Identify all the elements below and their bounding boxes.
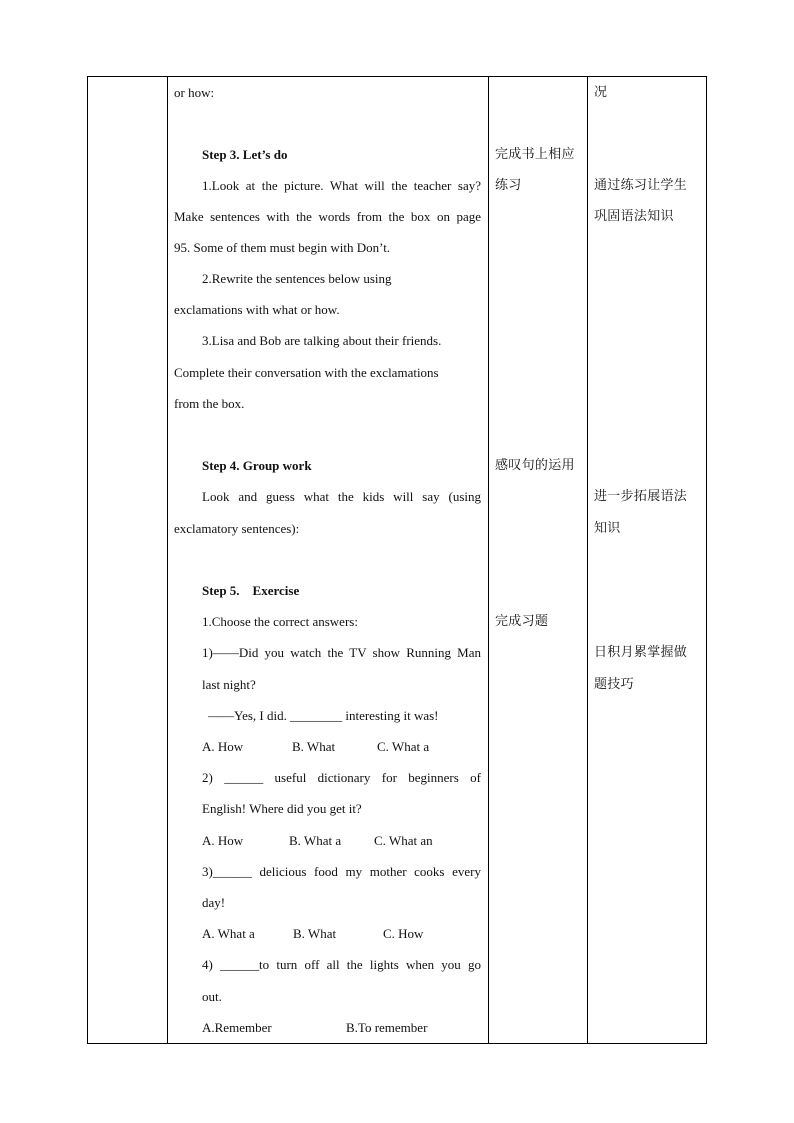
q1-option-b: B. What — [292, 739, 336, 754]
design-intent-step4-line1: 进一步拓展语法 — [594, 489, 688, 504]
q1-line3: ——Yes, I did. ________ interesting it was! — [208, 708, 439, 723]
table-border-right — [706, 76, 707, 1043]
student-activity-step3-line2: 练习 — [495, 178, 522, 193]
q3-option-b: B. What — [293, 926, 337, 941]
step4-title: Step 4. Group work — [202, 458, 312, 473]
q4-line2: out. — [202, 989, 222, 1004]
table-border-col4 — [587, 76, 588, 1043]
q1-option-c: C. What a — [377, 739, 430, 754]
table-border-col2 — [167, 76, 168, 1043]
design-intent-step5-line1: 日积月累掌握做 — [594, 645, 688, 660]
student-activity-step5: 完成习题 — [495, 614, 549, 629]
table-border-left — [87, 76, 88, 1043]
step3-item3-line2: Complete their conversation with the exclamations — [174, 365, 439, 380]
q2-option-b: B. What a — [289, 833, 342, 848]
step5-title: Step 5. Exercise — [202, 583, 300, 598]
design-intent-step3-line1: 通过练习让学生 — [594, 178, 688, 193]
table-border-col3 — [488, 76, 489, 1043]
step3-item1-line1: 1.Look at the picture. What will the teacher say? — [202, 178, 481, 193]
q2-option-c: C. What an — [374, 833, 433, 848]
table-bottom-border — [87, 1043, 707, 1044]
step3-item2-line2: exclamations with what or how. — [174, 302, 340, 317]
exercise-instruction: 1.Choose the correct answers: — [202, 614, 358, 629]
q4-option-a: A.Remember — [202, 1020, 272, 1035]
table-top-border — [87, 76, 707, 77]
step4-line2: exclamatory sentences): — [174, 521, 300, 536]
design-intent-step3-line2: 巩固语法知识 — [594, 209, 674, 224]
step3-title: Step 3. Let’s do — [202, 147, 288, 162]
q1-option-a: A. How — [202, 739, 244, 754]
student-activity-step3-line1: 完成书上相应 — [495, 147, 575, 162]
q2-line2: English! Where did you get it? — [202, 801, 362, 816]
q3-line2: day! — [202, 895, 226, 910]
q3-line1: 3)______ delicious food my mother cooks every — [202, 864, 481, 879]
step3-item3-line1: 3.Lisa and Bob are talking about their friends. — [202, 333, 442, 348]
step3-item2-line1: 2.Rewrite the sentences below using — [202, 271, 392, 286]
step3-item1-line2: Make sentences with the words from the box on page — [174, 209, 481, 224]
q1-line2: last night? — [202, 677, 256, 692]
design-intent-step4-line2: 知识 — [594, 521, 621, 536]
q1-line1: 1)——Did you watch the TV show Running Man — [202, 645, 481, 660]
q3-option-c: C. How — [383, 926, 424, 941]
step3-item3-line3: from the box. — [174, 396, 245, 411]
q4-option-b: B.To remember — [346, 1020, 428, 1035]
q2-line1: 2) ______ useful dictionary for beginners of — [202, 770, 481, 785]
continued-text: or how: — [174, 85, 215, 100]
step3-item1-line3: 95. Some of them must begin with Don’t. — [174, 240, 391, 255]
step4-line1: Look and guess what the kids will say (using — [202, 489, 481, 504]
q3-option-a: A. What a — [202, 926, 255, 941]
student-activity-step4: 感叹句的运用 — [495, 458, 575, 473]
design-intent-continued: 况 — [594, 85, 608, 100]
q2-option-a: A. How — [202, 833, 244, 848]
q4-line1: 4) ______to turn off all the lights when you go — [202, 957, 481, 972]
design-intent-step5-line2: 题技巧 — [594, 677, 634, 692]
